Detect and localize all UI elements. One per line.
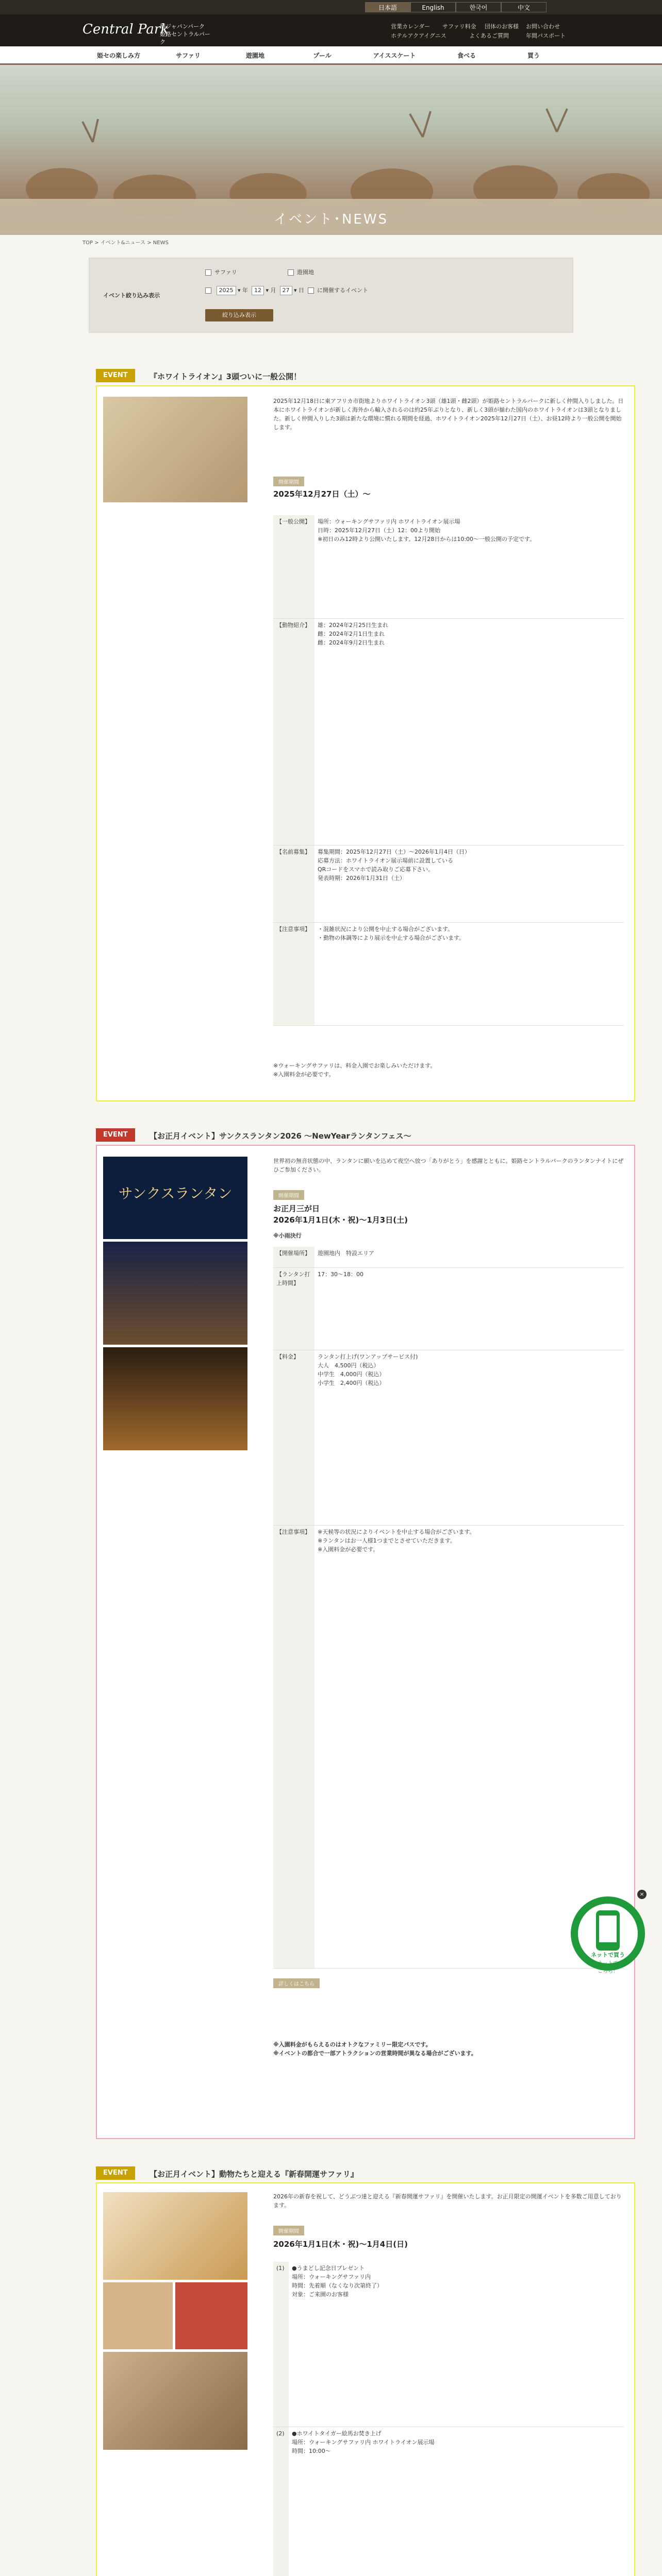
nav-ice-skate[interactable]: アイススケート (373, 52, 416, 59)
row-value: 募集期間：2025年12月27日（土）～2026年1月4日（日） 応募方法：ホワイトライオン展示場前に設置している QRコードをスマホで読み取りご応募下さい。 発表時期：2026年1月31日（土） (315, 845, 624, 922)
period-label: 開催期間 (273, 477, 304, 486)
event-tag: EVENT (96, 1128, 135, 1142)
row-key: 【開催場所】 (273, 1247, 315, 1267)
filter-date: 2025 ▾ 年 12 ▾ 月 27 ▾ 日 に開催するイベント (205, 286, 368, 295)
lion-photo (103, 2352, 247, 2450)
event-title[interactable]: 【お正月イベント】動物たちと迎える『新春開運サファリ』 (150, 2170, 358, 2179)
nav-eat[interactable]: 食べる (457, 52, 476, 59)
banner-sub: ネットで こちら！ (598, 1961, 618, 1974)
row-value: 遊園地内 特設エリア (315, 1247, 624, 1267)
row-key: (2) (273, 2427, 289, 2576)
util-calendar[interactable]: 営業カレンダー (391, 23, 431, 30)
event-title[interactable]: 【お正月イベント】サンクスランタン2026 ～NewYearランタンフェス～ (150, 1131, 411, 1141)
period-label: 開催期間 (273, 2226, 304, 2235)
safari-label: サファリ (214, 269, 237, 276)
row-key: 【動物紹介】 (273, 618, 315, 845)
util-faq[interactable]: よくあるご質問 (469, 32, 509, 39)
row-key: 【料金】 (273, 1350, 315, 1525)
row-value: ※天候等の状況によりイベントを中止する場合がございます。 ※ランタンはお一人様1つまでとさせていただきます。 ※入園料金が必要です。 (315, 1525, 624, 1968)
year-suffix: 年 (242, 287, 249, 294)
lang-en[interactable]: English (410, 2, 456, 12)
event-intro: 世界初の無音状態の中、ランタンに願いを込めて夜空へ放つ「ありがとう」を感謝とともに。姫路セントラルパークのランタンナイトにぜひご参加ください。 (273, 1158, 624, 1173)
breadcrumb: TOP > イベント&ニュース > NEWS (82, 240, 169, 246)
logo-sub (160, 23, 211, 46)
lang-ja[interactable]: 日本語 (365, 2, 410, 12)
more-info-button[interactable]: 詳しくはこちら (273, 1978, 320, 1988)
row-key: 【一般公開】 (273, 515, 315, 618)
event-sub: ※小雨決行 (273, 1232, 302, 1239)
close-icon[interactable]: × (637, 1890, 647, 1899)
event-note: ※ウォーキングサファリは、料金入園でお楽しみいただけます。 ※入園料金が必要です。 (273, 1062, 436, 1078)
language-bar (0, 0, 662, 14)
period-label: 開催期間 (273, 1190, 304, 1200)
banner-label: ネットで買う (591, 1952, 625, 1958)
event-tag: EVENT (96, 369, 135, 382)
new-year-poster (103, 2192, 247, 2280)
nav-safari[interactable]: サファリ (176, 52, 201, 59)
logo-sub-2: 姫路セントラルパーク (160, 31, 210, 45)
month-suffix: 月 (270, 287, 276, 294)
filter-submit-button[interactable]: 絞り込み表示 (205, 309, 273, 321)
util-group[interactable]: 団体のお客様 (485, 23, 519, 30)
year-select[interactable]: 2025 (217, 286, 236, 295)
row-value: ランタン打上げ(ワンアップサービス付) 大人 4,500円（税込） 中学生 4,000円（税込） 小学生 2,400円（税込） (315, 1350, 624, 1525)
event-intro: 2026年の新春を祝して、どうぶつ達と迎える『新春開運サファリ』を開催いたします。お正月限定の開運イベントを多数ご用意しております。 (273, 2193, 622, 2209)
event-footnote: ※入園料金がもらえるのはオトクなファミリー限定パスです。 ※イベントの都合で一部アトラクションの営業時間が異なる場合がございます。 (273, 2041, 477, 2057)
event-date: お正月三が日 2026年1月1日(木・祝)～1月3日(土) (273, 1204, 408, 1225)
amusement-label: 遊園地 (297, 269, 314, 276)
animal-photo-2 (175, 2282, 247, 2349)
row-key: 【注意事項】 (273, 1525, 315, 1968)
util-contact[interactable]: お問い合わせ (526, 23, 560, 30)
row-value: ●ホワイトタイガー絵馬お焚き上げ 場所：ウォーキングサファリ内 ホワイトライオン展示場 時間：10:00～ (289, 2427, 624, 2576)
nav-pool[interactable]: プール (313, 52, 332, 59)
lang-zh[interactable]: 中文 (501, 2, 547, 12)
month-select[interactable]: 12 (252, 286, 264, 295)
held-checkbox[interactable] (308, 287, 314, 294)
lantern-photo-1 (103, 1242, 247, 1345)
date-checkbox[interactable] (205, 287, 211, 294)
event-detail-table (273, 1247, 624, 1969)
event-filter (89, 258, 573, 333)
filter-amusement[interactable] (288, 268, 314, 276)
util-price[interactable]: サファリ料金 (442, 23, 476, 30)
nav-amusement[interactable]: 遊園地 (245, 52, 264, 59)
lantern-photo-2 (103, 1347, 247, 1450)
row-value: 雄：2024年2月25日生まれ 雌：2024年2月1日生まれ 雌：2024年9月2日生まれ (315, 618, 624, 845)
logo-text: Central Park (82, 22, 169, 37)
lantern-poster: サンクスランタン (103, 1157, 247, 1239)
event-title[interactable]: 『ホワイトライオン』3頭ついに一般公開！ (150, 372, 302, 381)
nav-enjoy[interactable]: 姫セの楽しみ方 (96, 52, 140, 59)
lang-ko[interactable]: 한국어 (456, 2, 501, 12)
online-ticket-banner[interactable] (567, 1890, 649, 1977)
row-key: 【名前募集】 (273, 845, 315, 922)
logo-sub-1: 旭ジャパンパーク (160, 23, 205, 30)
filter-safari[interactable] (205, 268, 237, 276)
event-detail-table (273, 2262, 624, 2576)
util-hotel[interactable]: ホテルアクアイグニス (391, 32, 446, 39)
row-value: 場所：ウォーキングサファリ内 ホワイトライオン展示場 日時：2025年12月27日（土）12：00より開始 ※初日のみ12時より公開いたします。12月28日からは10:00～一般公開の予定です。 (315, 515, 624, 618)
amusement-checkbox[interactable] (288, 269, 294, 276)
row-key: 【ランタン打上時間】 (273, 1267, 315, 1350)
nav-buy[interactable]: 買う (527, 52, 540, 59)
event-date: 2025年12月27日（土）～ (273, 489, 371, 499)
page-title: イベント･NEWS (273, 212, 389, 227)
event-intro: 2025年12月18日に東アフリカ市街地よりホワイトライオン3頭（雄1頭・雌2頭）が姫路セントラルパークに新しく仲間入りしました。日本にホワイトライオンが新しく海外から輸入されるのは約25年ぶりとなり、新しく3頭が揃わた国内のホワイトライオンは3頭となりました。新しく仲間入りした3頭は新たな環境に慣れる期間を経過、ホワイトライオン2025年12月27日（土）、お昼12時より一般公開を開始します。 (273, 398, 624, 431)
day-suffix: 日 (299, 287, 305, 294)
row-value: 17：30～18：00 (315, 1267, 624, 1350)
white-lion-photo (103, 397, 247, 502)
filter-note: に開催するイベント (317, 287, 369, 294)
row-key: 【注意事項】 (273, 922, 315, 1025)
site-logo[interactable] (82, 20, 211, 45)
event-tag: EVENT (96, 2166, 135, 2180)
event-date: 2026年1月1日(木・祝)～1月4日(日) (273, 2240, 408, 2249)
util-passport[interactable]: 年間パスポート (526, 32, 566, 39)
day-select[interactable]: 27 (280, 286, 292, 295)
row-value: ・混雑状況により公開を中止する場合がございます。 ・動物の体調等により展示を中止する場合がございます。 (315, 922, 624, 1025)
animal-photo-1 (103, 2282, 173, 2349)
event-detail-table (273, 515, 624, 1026)
row-key: (1) (273, 2262, 289, 2427)
row-value: ●うまどし記念日プレゼント 場所：ウォーキングサファリ内 時間：先着順（なくなり次第終了） 対象：ご来園のお客様 (289, 2262, 624, 2427)
filter-label: イベント絞り込み表示 (103, 292, 160, 299)
safari-checkbox[interactable] (205, 269, 211, 276)
